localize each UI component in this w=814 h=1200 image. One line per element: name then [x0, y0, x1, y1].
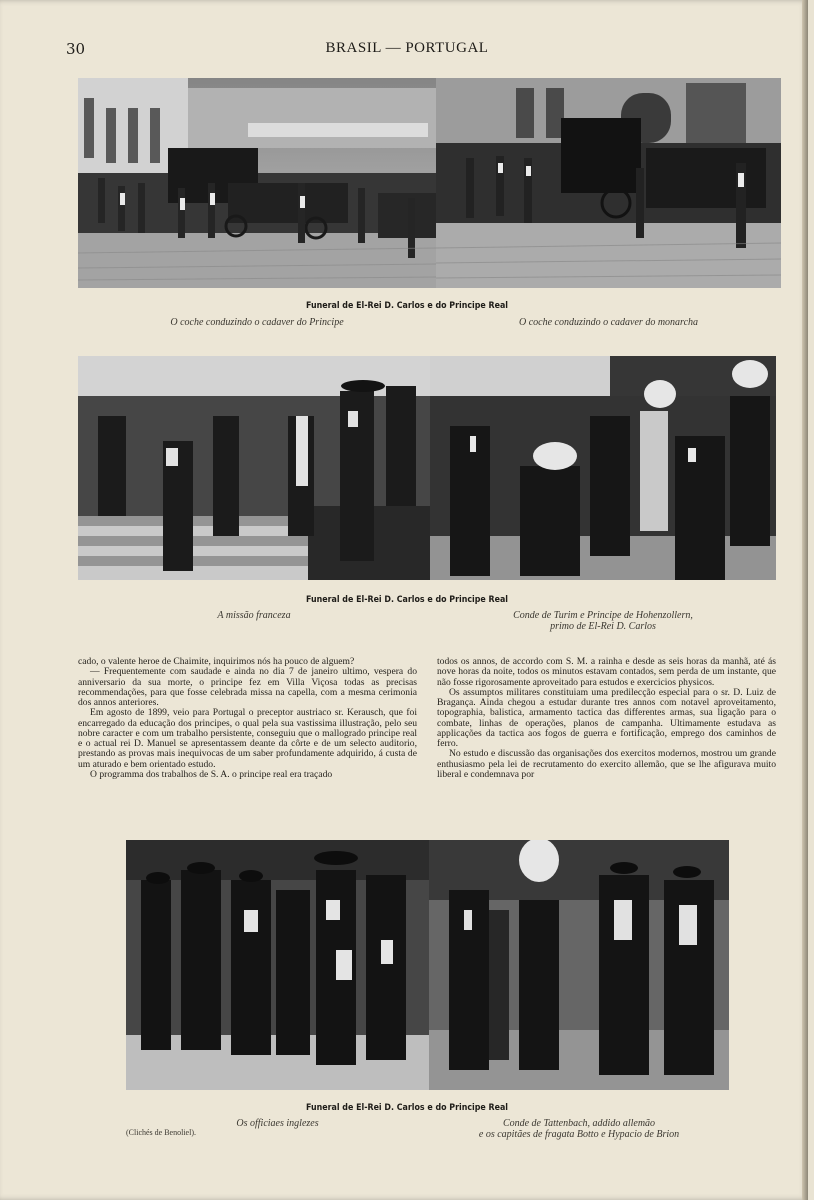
page-edge: [802, 0, 808, 1200]
photo-king-hearse: [436, 78, 781, 288]
text-column-right: [437, 657, 776, 780]
photo-count-tattenbach: [429, 840, 729, 1090]
figure3-caption-right-line1: Conde de Tattenbach, addido allemão: [502, 1118, 656, 1129]
paragraph: O programma dos trabalhos de S. A. o principe real era traçado: [90, 768, 333, 780]
figure2-title: Funeral de El-Rei D. Carlos e do Principe Real: [305, 595, 509, 605]
text-column-left: [78, 657, 417, 780]
paragraph: Os assumptos militares constituiam uma predilecção especial para o sr. D. Luiz de Bragança. Ainda chegou a estudar durante tres annos com notavel aproveitamento, topographia, balistica, armamento tactica das differentes armas, sua ligação para o combate, linhas de operações, planos de campanha. Ultimamente estudava as applicações da tactica aos fogos de guerra e fortificação, emprego dos caminhos de ferro.: [437, 686, 776, 749]
photo-prince-hearse: [78, 78, 436, 288]
figure2-caption-right: [430, 610, 776, 632]
photo-french-mission: [78, 356, 430, 580]
paragraph: cado, o valente heroe de Chaimite, inquirimos nós ha pouco de alguem?: [78, 656, 355, 667]
figure1-caption-left: O coche conduzindo o cadaver do Principe: [170, 317, 344, 328]
running-title: BRASIL — PORTUGAL: [325, 40, 489, 56]
figure2-caption-left: A missão franceza: [217, 610, 291, 621]
photo-english-officers: [126, 840, 429, 1090]
photo-credit: (Clichés de Benoliel).: [126, 1128, 196, 1137]
page-number: 30: [66, 40, 86, 58]
figure1-title: Funeral de El-Rei D. Carlos e do Principe Real: [305, 301, 509, 311]
figure3-caption-right: [429, 1118, 729, 1140]
paragraph: No estudo e discussão das organisações dos exercitos modernos, mostrou um grande enthusiasmo pela lei de recrutamento do exercito allemão, que se lhe afigurava muito liberal e condemnava por: [437, 748, 776, 780]
figure3-title: Funeral de El-Rei D. Carlos e do Principe Real: [305, 1103, 509, 1113]
photo-count-turin: [430, 356, 776, 580]
figure2-caption-right-line2: primo de El-Rei D. Carlos: [550, 621, 656, 632]
figure2-caption-right-line1: Conde de Turim e Principe de Hohenzollern,: [513, 610, 693, 621]
paragraph: Em agosto de 1899, veio para Portugal o preceptor austriaco sr. Kerausch, que foi encarregado da educação dos principes, o qual pela sua vastissima illustração, pelo seu nobre caracter e com um trabalho persistente, conseguiu que o mallogrado principe real e o actual rei D. Manuel se apresentassem deante da côrte e de um selecto auditorio, prestando as provas mais inequivocas de um saber profundamente adquirido, á custa de um aturado e bem orientado estudo.: [78, 707, 417, 770]
figure3-caption-right-line2: e os capitães de fragata Botto e Hypacio de Brion: [478, 1129, 680, 1140]
figure3-caption-left: Os officiaes inglezes: [236, 1118, 319, 1129]
paragraph: — Frequentemente com saudade e ainda no dia 7 de janeiro ultimo, vespera do anniversario da sua morte, o principe fez em Villa Viçosa todas as precisas recommendações, para que fosse celebrada missa na capella, com a mesma cerimonia dos annos anteriores.: [78, 666, 417, 708]
paragraph: todos os annos, de accordo com S. M. a rainha e desde as seis horas da manhã, até ás nove horas da noite, todos os minutos estavam contados, sem perda de um instante, que não fosse rigorosamente aproveitado para estudos e exercicios physicos.: [437, 656, 776, 688]
figure1-caption-right: O coche conduzindo o cadaver do monarcha: [518, 317, 699, 328]
